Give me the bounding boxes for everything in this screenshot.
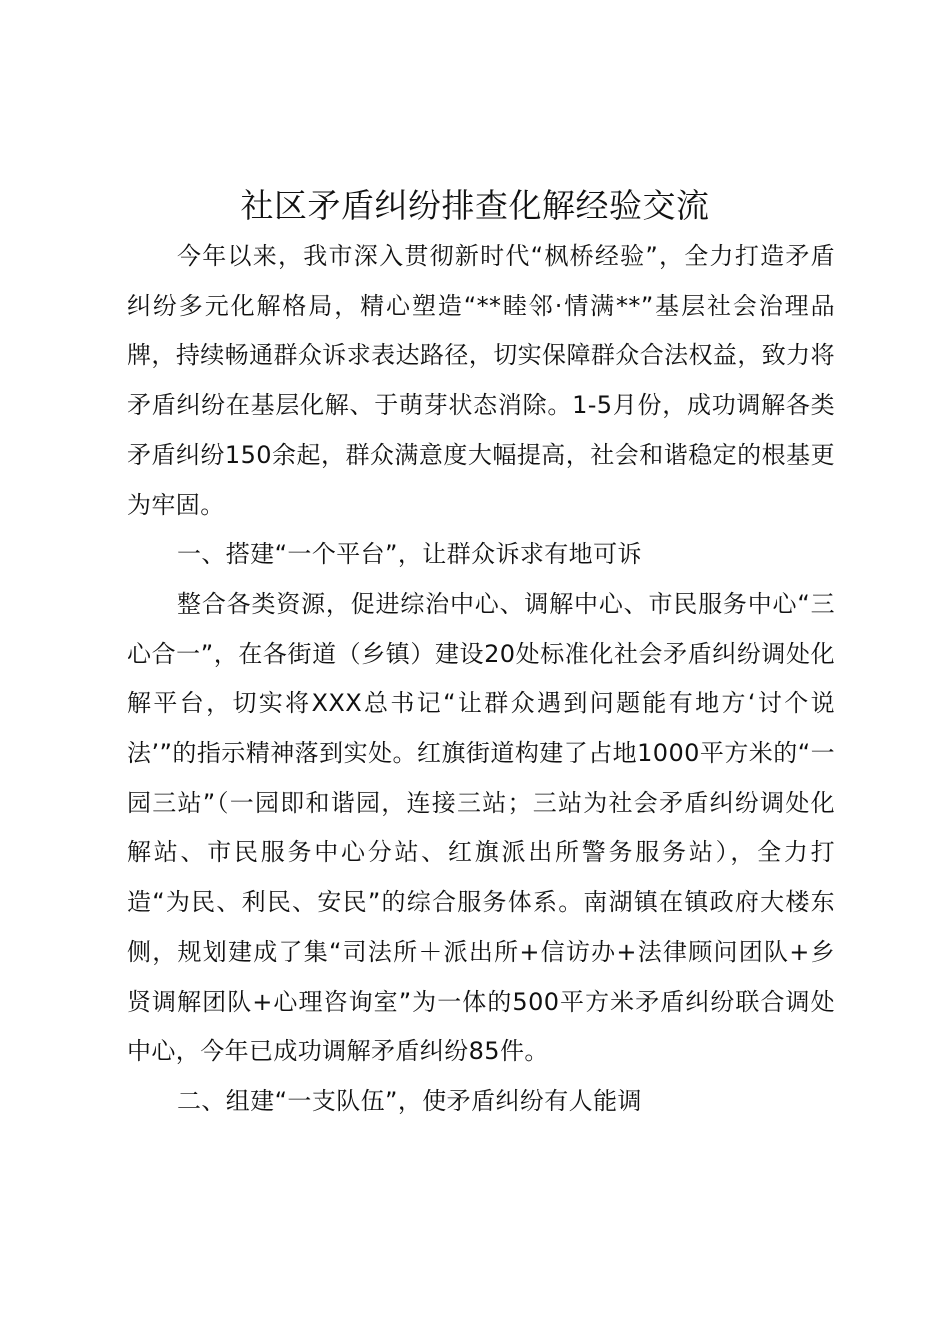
section-1-paragraph: 整合各类资源，促进综治中心、调解中心、市民服务中心“三心合一”，在各街道（乡镇）建设20处标准化社会矛盾纠纷调处化解平台，切实将XXX总书记“让群众遇到问题能有地方‘讨个说法’”的指示精神落到实处。红旗街道构建了占地1000平方米的“一园三站”（一园即和谐园，连接三站；三站为社会矛盾纠纷调处化解站、市民服务中心分站、红旗派出所警务服务站），全力打造“为民、利民、安民”的综合服务体系。南湖镇在镇政府大楼东侧，规划建成了集“司法所＋派出所+信访办+法律顾问团队+乡贤调解团队+心理咨询室”为一体的500平方米矛盾纠纷联合调处中心，今年已成功调解矛盾纠纷85件。 <box>127 589 835 1066</box>
section-heading-1: 一、搭建“一个平台”，让群众诉求有地可诉 <box>177 540 642 569</box>
document-title: 社区矛盾纠纷排查化解经验交流 <box>240 186 710 225</box>
document-body <box>127 232 835 1127</box>
intro-paragraph: 今年以来，我市深入贯彻新时代“枫桥经验”，全力打造矛盾纠纷多元化解格局，精心塑造“**睦邻·情满**”基层社会治理品牌，持续畅通群众诉求表达路径，切实保障群众合法权益，致力将矛盾纠纷在基层化解、于萌芽状态消除。1-5月份，成功调解各类矛盾纠纷150余起，群众满意度大幅提高，社会和谐稳定的根基更为牢固。 <box>127 242 835 519</box>
section-heading-2: 二、组建“一支队伍”，使矛盾纠纷有人能调 <box>177 1086 642 1115</box>
